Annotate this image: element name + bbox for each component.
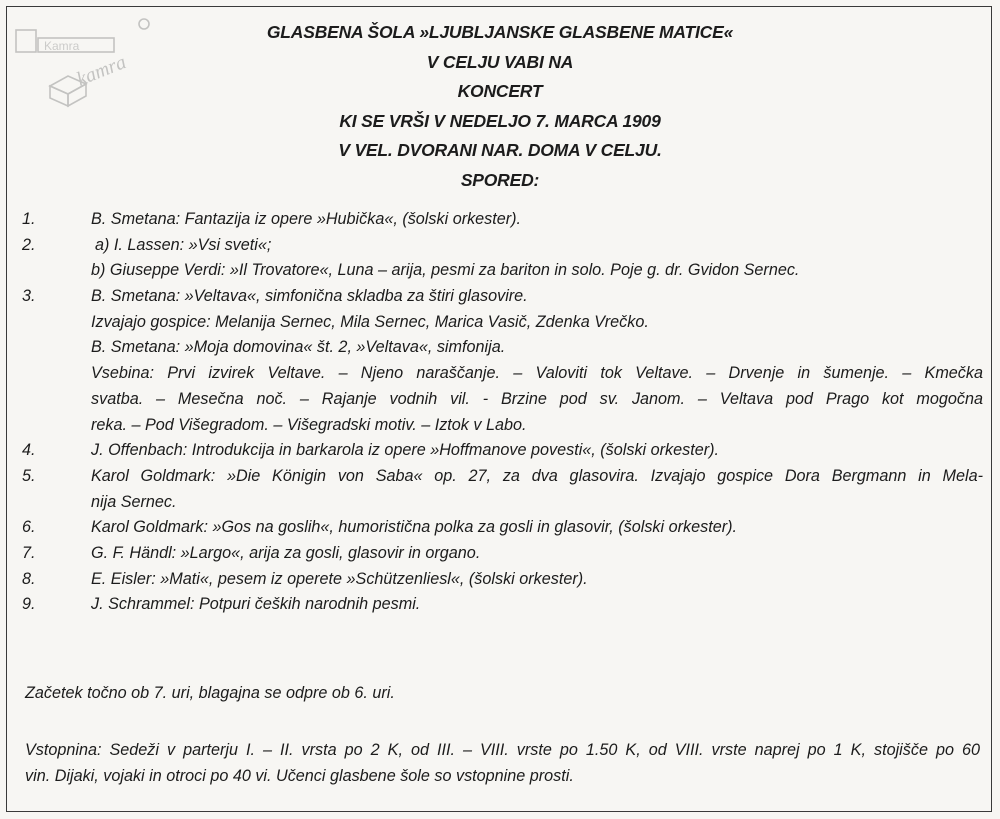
program-item-number: 6.: [22, 518, 36, 537]
header-venue-line: V VEL. DVORANI NAR. DOMA V CELJU.: [338, 140, 662, 160]
program-item-text: B. Smetana: »Moja domovina« št. 2, »Veltava«, simfonija.: [91, 338, 506, 357]
program-item-number: 7.: [22, 543, 36, 562]
program-item-text: Vsebina: Prvi izvirek Veltave. – Njeno naraščanje. – Valoviti tok Veltave. – Drvenje in šumenje. – Kmečka: [91, 364, 983, 383]
program-item: [0, 438, 1000, 464]
program-item-continuation: [0, 335, 1000, 361]
program-item-continuation: [0, 387, 1000, 413]
program-item-number: 2.: [22, 235, 36, 254]
program-item-text: J. Offenbach: Introdukcija in barkarola iz opere »Hoffmanove povesti«, (šolski orkester).: [91, 441, 720, 460]
program-item-text: E. Eisler: »Mati«, pesem iz operete »Schützenliesl«, (šolski orkester).: [91, 569, 588, 588]
program-item-text: nija Sernec.: [91, 492, 177, 511]
header-date-line: KI SE VRŠI V NEDELJO 7. MARCA 1909: [339, 110, 661, 131]
program-item-text: Izvajajo gospice: Melanija Sernec, Mila Sernec, Marica Vasič, Zdenka Vrečko.: [91, 312, 649, 331]
program-item: [0, 567, 1000, 593]
program-item-number: 1.: [22, 210, 36, 228]
logo-bar-label: Kamra: [44, 39, 80, 53]
header-program-title: SPORED:: [460, 169, 540, 190]
header-school-line: GLASBENA ŠOLA »LJUBLJANSKE GLASBENE MATICE«: [266, 22, 734, 42]
entry-price-line-2: vin. Dijaki, vojaki in otroci po 40 vi. Učenci glasbene šole so vstopnine prosti.: [25, 766, 574, 785]
program-item: [0, 592, 1000, 618]
program-item: [0, 515, 1000, 541]
program-item-text: J. Schrammel: Potpuri čeških narodnih pesmi.: [91, 595, 421, 614]
program-item-continuation: [0, 258, 1000, 284]
entry-price-note: [25, 738, 980, 789]
program-item: [0, 541, 1000, 567]
program-item: [0, 464, 1000, 490]
program-item-continuation: [0, 310, 1000, 336]
program-item-text: Karol Goldmark: »Die Königin von Saba« op. 27, za dva glasovira. Izvajajo gospice Dora Bergmann in Mela-: [91, 466, 983, 485]
program-item-text: G. F. Händl: »Largo«, arija za gosli, glasovir in organo.: [91, 543, 481, 562]
program-item-text: svatba. – Mesečna noč. – Rajanje vodnih vil. - Brzine pod sv. Janom. – Veltava pod Prago kot mogočna: [91, 389, 983, 408]
concert-header: [0, 18, 1000, 195]
program-item-continuation: [0, 413, 1000, 439]
program-item: [0, 207, 1000, 233]
program-item-number: 4.: [22, 441, 36, 460]
program-item-text: a) I. Lassen: »Vsi sveti«;: [95, 235, 272, 254]
program-item-number: 8.: [22, 569, 36, 588]
program-item-continuation: [0, 361, 1000, 387]
program-list: [0, 207, 1000, 618]
header-concert-line: KONCERT: [457, 81, 543, 101]
program-item-text: Karol Goldmark: »Gos na goslih«, humoristična polka za gosli in glasovir, (šolski orkester).: [91, 518, 737, 537]
watermark-text: kamra: [73, 51, 130, 91]
header-invite-line: V CELJU VABI NA: [426, 51, 574, 72]
program-item-number: 3.: [22, 287, 36, 306]
start-time-note: Začetek točno ob 7. uri, blagajna se odpre ob 6. uri.: [25, 684, 395, 702]
program-item: [0, 233, 1000, 259]
entry-price-line-1: Vstopnina: Sedeži v parterju I. – II. vrsta po 2 K, od III. – VIII. vrste po 1.50 K, od VIII. vrste naprej po 1 K, stojišče po 60: [25, 741, 980, 759]
program-item-number: 5.: [22, 466, 36, 485]
program-item-text: B. Smetana: »Veltava«, simfonična skladba za štiri glasovire.: [91, 287, 528, 306]
program-item-number: 9.: [22, 595, 36, 614]
program-item: [0, 284, 1000, 310]
program-item-text: b) Giuseppe Verdi: »Il Trovatore«, Luna – arija, pesmi za bariton in solo. Poje g. dr. Gvidon Sernec.: [91, 261, 800, 280]
program-item-text: reka. – Pod Višegradom. – Višegradski motiv. – Iztok v Labo.: [91, 415, 527, 434]
program-item-text: B. Smetana: Fantazija iz opere »Hubička«, (šolski orkester).: [91, 210, 522, 228]
program-item-continuation: [0, 490, 1000, 516]
